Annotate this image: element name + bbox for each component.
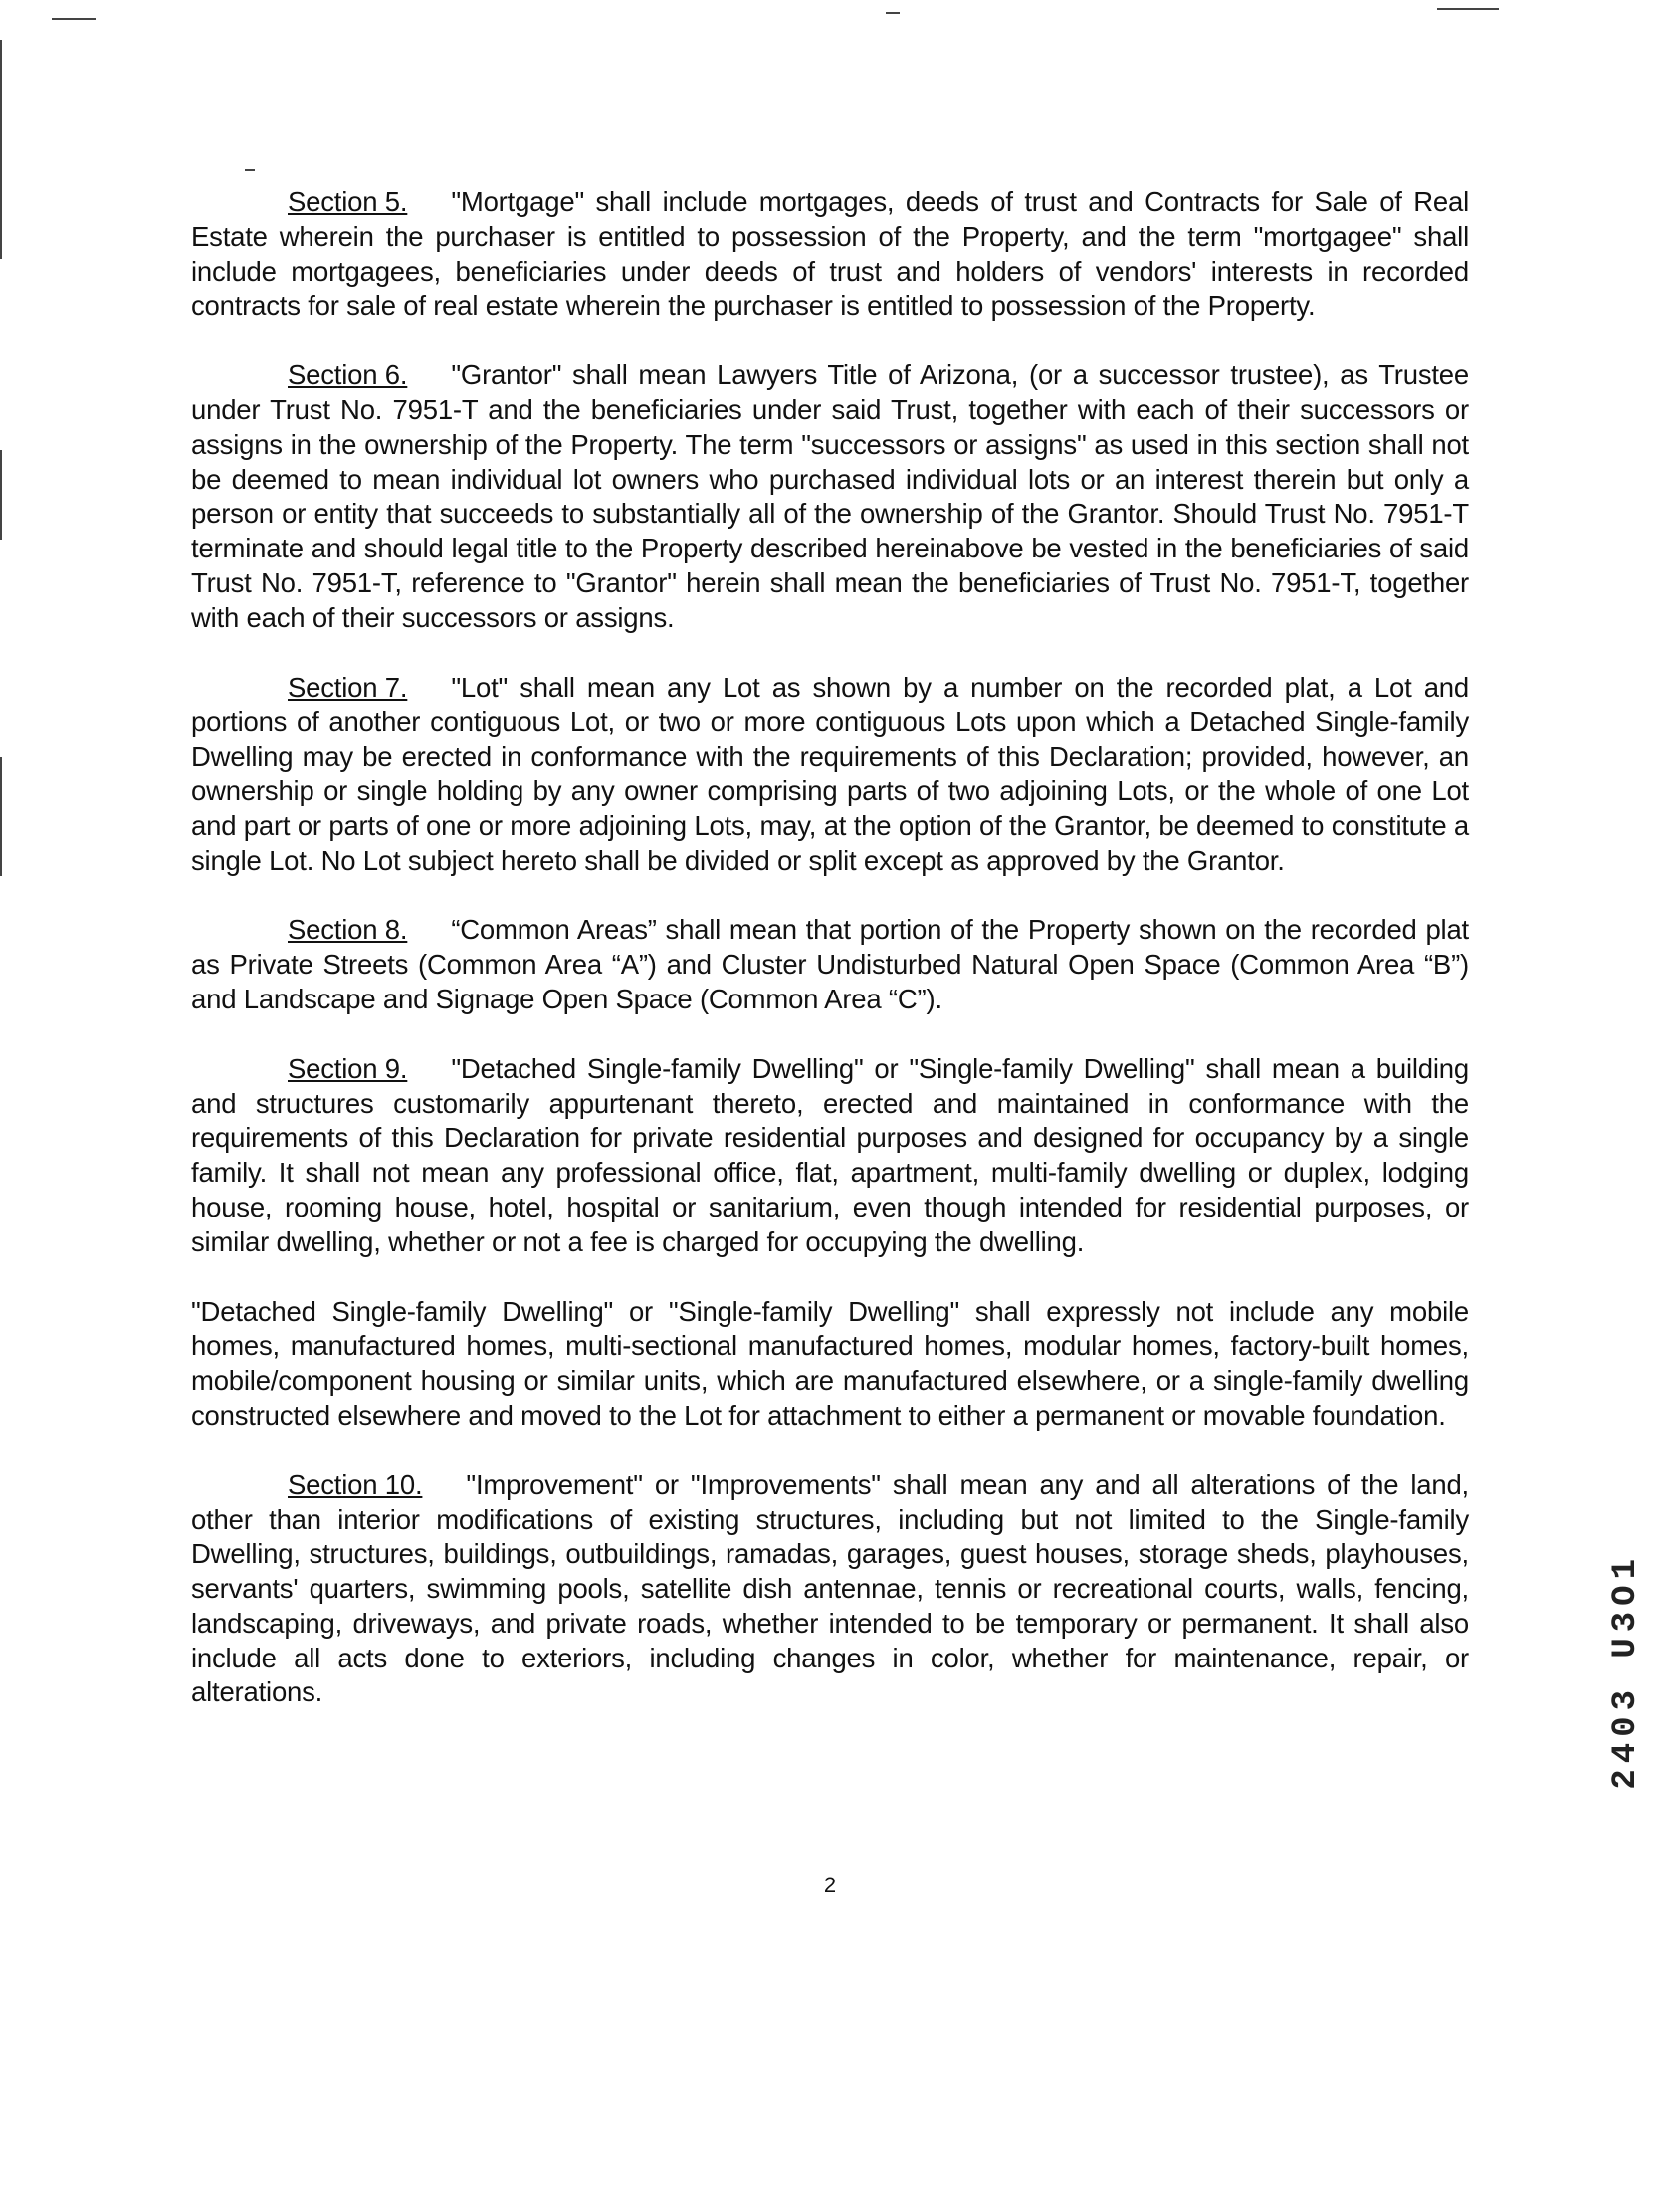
section-9-continuation-text: "Detached Single-family Dwelling" or "Single-family Dwelling" shall expressly not include any mobile homes, manufactured homes, multi-sectional manufactured homes, modular homes, factory-built homes, mobile/component housing or similar units, which are manufactured elsewhere, or a single-family dwelling constructed elsewhere and moved to the Lot for attachment to either a permanent or movable foundation.	[191, 1295, 1469, 1431]
section-7-text: "Lot" shall mean any Lot as shown by a number on the recorded plat, a Lot and portions of another contiguous Lot, or two or more contiguous Lots upon which a Detached Single-family Dwelling may be erected in conformance with the requirements of this Declaration; provided, however, an ownership or single holding by any owner comprising parts of two adjoining Lots, or the whole of one Lot and part or parts of one or more adjoining Lots, may, at the option of the Grantor, be deemed to constitute a single Lot. No Lot subject hereto shall be divided or split except as approved by the Grantor.	[191, 671, 1469, 876]
page-number: 2	[823, 1873, 837, 1897]
section-10-text: "Improvement" or "Improvements" shall mean any and all alterations of the land, other than interior modifications of existing structures, including but not limited to the Single-family Dwelling, structures, buildings, outbuildings, ramadas, garages, guest houses, storage sheds, playhouses, servants' quarters, swimming pools, satellite dish antennae, tennis or recreational courts, walls, fencing, landscaping, driveways, and private roads, whether intended to be temporary or permanent. It shall also include all acts done to exteriors, including changes in color, whether for maintenance, repair, or alterations.	[191, 1468, 1469, 1708]
section-10-paragraph	[191, 1468, 1469, 1711]
scan-mark-left-edge-3	[0, 757, 2, 876]
section-8-heading: Section 8.	[288, 914, 408, 946]
scan-mark-left-edge-1	[0, 40, 2, 259]
scan-mark-top-left	[52, 18, 96, 20]
section-7-heading: Section 7.	[288, 671, 408, 703]
section-5-paragraph	[191, 185, 1469, 324]
recording-stamp: 2403 U3O1	[1607, 1553, 1645, 1790]
scan-mark-dash-2	[886, 12, 900, 14]
section-6-heading: Section 6.	[288, 359, 408, 391]
scan-mark-dash	[245, 169, 255, 171]
scan-mark-left-edge-2	[0, 450, 2, 540]
section-9-continuation-paragraph	[191, 1295, 1469, 1434]
section-8-text: “Common Areas” shall mean that portion of the Property shown on the recorded plat as Private Streets (Common Area “A”) and Cluster Undisturbed Natural Open Space (Common Area “B”) and Landscape and Signage Open Space (Common Area “C”).	[191, 914, 1469, 1014]
section-9-heading: Section 9.	[288, 1052, 408, 1084]
section-5-text: "Mortgage" shall include mortgages, deeds of trust and Contracts for Sale of Real Estate wherein the purchaser is entitled to possession of the Property, and the term "mortgagee" shall include mortgagees, beneficiaries under deeds of trust and holders of vendors' interests in recorded contracts for sale of real estate wherein the purchaser is entitled to possession of the Property.	[191, 186, 1469, 322]
section-9-text: "Detached Single-family Dwelling" or "Single-family Dwelling" shall mean a building and structures customarily appurtenant thereto, erected and maintained in conformance with the requirements of this Declaration for private residential purposes and designed for occupancy by a single family. It shall not mean any professional office, flat, apartment, multi-family dwelling or duplex, lodging house, rooming house, hotel, hospital or sanitarium, even though intended for residential purposes, or similar dwelling, whether or not a fee is charged for occupying the dwelling.	[191, 1052, 1469, 1257]
scan-mark-top-right	[1437, 8, 1499, 10]
section-6-paragraph	[191, 358, 1469, 635]
section-7-paragraph	[191, 671, 1469, 879]
section-9-paragraph	[191, 1052, 1469, 1260]
document-body	[191, 185, 1469, 1745]
section-6-text: "Grantor" shall mean Lawyers Title of Arizona, (or a successor trustee), as Trustee under Trust No. 7951-T and the beneficiaries under said Trust, together with each of their successors or assigns in the ownership of the Property. The term "successors or assigns" as used in this section shall not be deemed to mean individual lot owners who purchased individual lots or an interest therein but only a person or entity that succeeds to substantially all of the ownership of the Grantor. Should Trust No. 7951-T terminate and should legal title to the Property described hereinabove be vested in the beneficiaries of said Trust No. 7951-T, reference to "Grantor" herein shall mean the beneficiaries of Trust No. 7951-T, together with each of their successors or assigns.	[191, 359, 1469, 633]
section-10-heading: Section 10.	[288, 1468, 423, 1500]
section-8-paragraph	[191, 913, 1469, 1016]
section-5-heading: Section 5.	[288, 186, 408, 217]
